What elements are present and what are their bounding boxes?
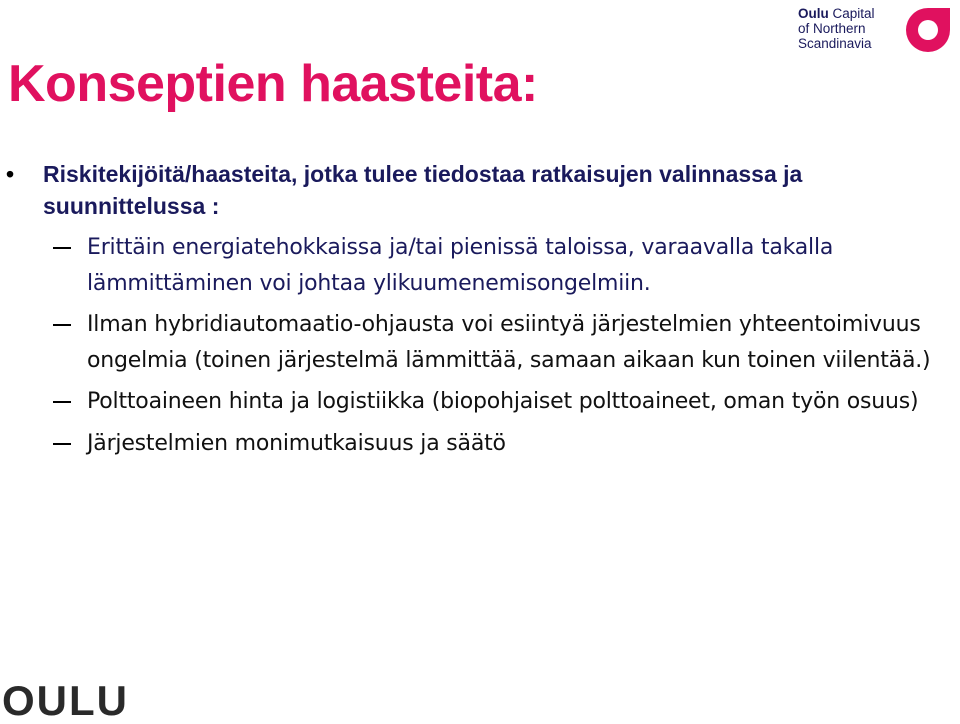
oulu-capital-logo bbox=[798, 4, 954, 56]
logo-line1-bold: Oulu bbox=[798, 6, 829, 21]
logo-line3: Scandinavia bbox=[798, 36, 872, 51]
sub-bullet-text: Polttoaineen hinta ja logistiikka (biopohjaiset polttoaineet, oman työn osuus) bbox=[87, 389, 919, 414]
main-bullet-text: Riskitekijöitä/haasteita, jotka tulee tiedostaa ratkaisujen valinnassa ja suunnittelussa : bbox=[43, 161, 803, 219]
sub-bullet bbox=[0, 307, 950, 378]
dash-marker bbox=[53, 247, 71, 249]
dash-marker bbox=[53, 443, 71, 445]
sub-bullet bbox=[0, 426, 950, 462]
sub-bullet-text: Ilman hybridiautomaatio-ohjausta voi esiintyä järjestelmien yhteentoimivuus ongelmia (toinen järjestelmä lämmittää, samaan aikaan kun toinen viilentää.) bbox=[87, 312, 931, 373]
oulu-brand-mark-icon bbox=[902, 4, 954, 56]
main-bullet bbox=[0, 158, 950, 222]
sub-bullet bbox=[0, 384, 950, 420]
dash-marker bbox=[53, 324, 71, 326]
logo-line2: of Northern bbox=[798, 21, 866, 36]
sub-bullet-text: Erittäin energiatehokkaissa ja/tai pienissä taloissa, varaavalla takalla lämmittäminen voi johtaa ylikuumenemisongelmiin. bbox=[87, 235, 834, 296]
oulu-wordmark-logo: OULU bbox=[2, 677, 129, 724]
slide-title: Konseptien haasteita: bbox=[8, 55, 538, 113]
logo-text bbox=[798, 6, 875, 51]
logo-line1-rest: Capital bbox=[828, 6, 875, 21]
dash-marker bbox=[53, 401, 71, 403]
slide-content bbox=[0, 158, 950, 467]
brand-ring-hole bbox=[918, 20, 938, 40]
sub-bullet bbox=[0, 230, 950, 301]
sub-bullet-text: Järjestelmien monimutkaisuus ja säätö bbox=[87, 430, 506, 456]
bullet-dot: • bbox=[6, 161, 15, 187]
